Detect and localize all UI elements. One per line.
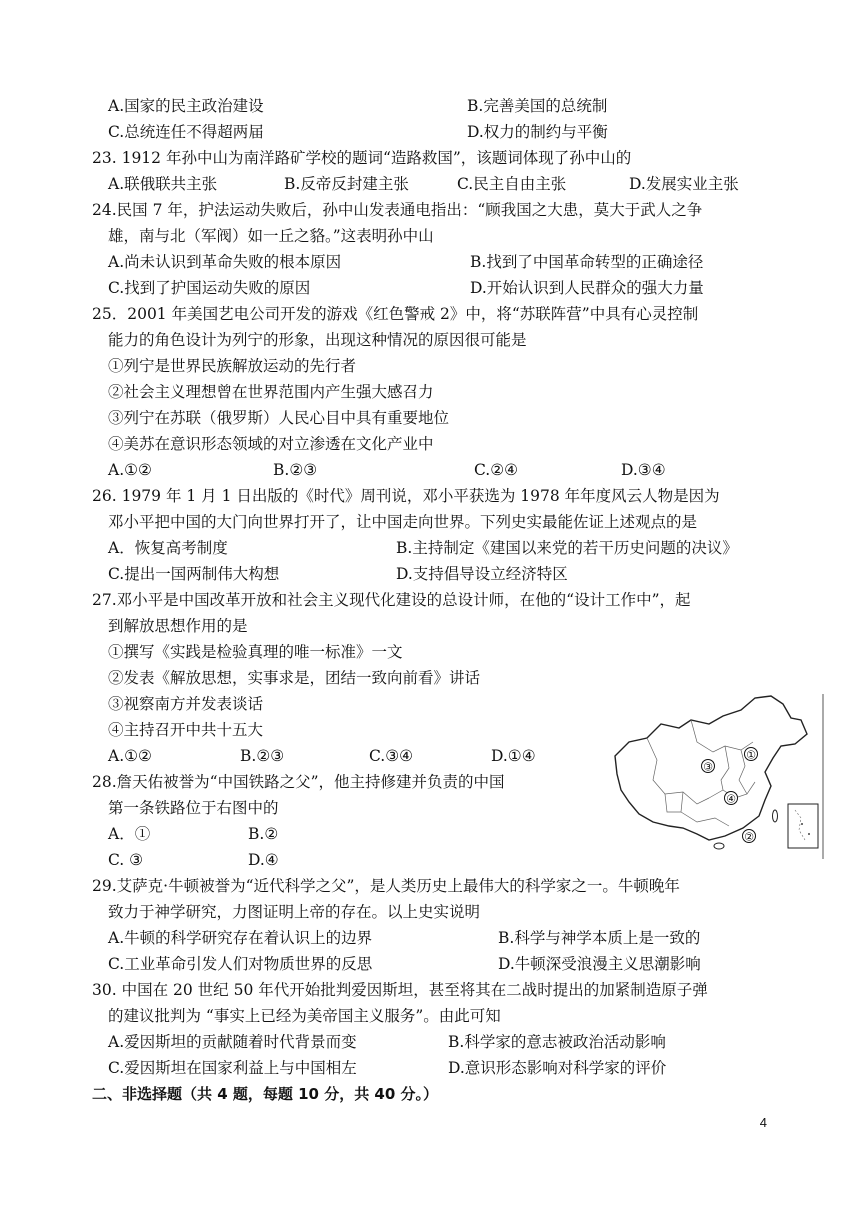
q24-stem-line1: 24.民国 7 年，护法运动失败后，孙中山发表通电指出：“顾我国之大患，莫大于武人之争 (92, 201, 703, 219)
q23-option-c: C.民主自由主张 (457, 175, 567, 193)
q29-option-c: C.工业革命引发人们对物质世界的反思 (108, 955, 373, 973)
china-map (605, 694, 830, 859)
q22-option-a: A.国家的民主政治建设 (108, 97, 264, 115)
q29-stem-line2: 致力于神学研究，力图证明上帝的存在。以上史实说明 (108, 903, 481, 921)
q24-option-a: A.尚未认识到革命失败的根本原因 (108, 253, 342, 271)
q26-stem-line2: 邓小平把中国的大门向世界打开了，让中国走向世界。下列史实最能佐证上述观点的是 (108, 513, 698, 531)
q24-option-b: B.找到了中国革命转型的正确途径 (470, 253, 704, 271)
q25-statement-2: ②社会主义理想曾在世界范围内产生强大感召力 (108, 383, 434, 401)
svg-text:③: ③ (703, 760, 713, 774)
q25-stem-line1: 25．2001 年美国艺电公司开发的游戏《红色警戒 2》中，将“苏联阵营”中具有心灵控制 (92, 305, 699, 323)
q30-option-b: B.科学家的意志被政治活动影响 (448, 1033, 666, 1051)
q22-option-c: C.总统连任不得超两届 (108, 123, 264, 141)
svg-text:②: ② (744, 830, 754, 844)
q22-option-b: B.完善美国的总统制 (467, 97, 608, 115)
q30-stem-line2: 的建议批判为 “事实上已经为美帝国主义服务”。由此可知 (108, 1007, 501, 1025)
q27-stem-line1: 27.邓小平是中国改革开放和社会主义现代化建设的总设计师，在他的“设计工作中”，起 (92, 591, 691, 609)
q27-option-b: B.②③ (240, 747, 285, 765)
q25-stem-line2: 能力的角色设计为列宁的形象，出现这种情况的原因很可能是 (108, 331, 527, 349)
q30-option-d: D.意识形态影响对科学家的评价 (448, 1059, 667, 1077)
q28-option-d: D.④ (248, 851, 279, 869)
q24-option-c: C.找到了护国运动失败的原因 (108, 279, 311, 297)
map-marker-1 (745, 748, 758, 762)
q23-option-d: D.发展实业主张 (629, 175, 739, 193)
q23-option-b: B.反帝反封建主张 (284, 175, 409, 193)
q27-stem-line2: 到解放思想作用的是 (108, 617, 248, 635)
q29-option-d: D.牛顿深受浪漫主义思潮影响 (498, 955, 701, 973)
q29-stem-line1: 29.艾萨克·牛顿被誉为“近代科学之父”，是人类历史上最伟大的科学家之一。牛顿晚年 (92, 877, 680, 895)
map-marker-3 (702, 760, 715, 774)
q29-option-a: A.牛顿的科学研究存在着认识上的边界 (108, 929, 373, 947)
section-heading-non-choice: 二、非选择题（共 4 题，每题 10 分，共 40 分。） (92, 1085, 439, 1103)
q25-statement-1: ①列宁是世界民族解放运动的先行者 (108, 357, 357, 375)
q28-option-c: C. ③ (108, 851, 144, 869)
q28-stem-line2: 第一条铁路位于右图中的 (108, 799, 279, 817)
q27-option-c: C.③④ (369, 747, 414, 765)
q30-option-c: C.爱因斯坦在国家利益上与中国相左 (108, 1059, 357, 1077)
q27-option-d: D.①④ (491, 747, 536, 765)
q22-option-d: D.权力的制约与平衡 (467, 123, 608, 141)
map-marker-4 (725, 792, 738, 806)
page-number: 4 (759, 1115, 767, 1130)
q27-option-a: A.①② (108, 747, 152, 765)
q26-option-d: D.支持倡导设立经济特区 (396, 565, 568, 583)
q25-statement-3: ③列宁在苏联（俄罗斯）人民心目中具有重要地位 (108, 409, 450, 427)
q23-stem: 23. 1912 年孙中山为南洋路矿学校的题词“造路救国”，该题词体现了孙中山的 (92, 149, 632, 167)
q28-stem-line1: 28.詹天佑被誉为“中国铁路之父”，他主持修建并负责的中国 (92, 773, 505, 791)
q27-statement-1: ①撰写《实践是检验真理的唯一标准》一文 (108, 643, 403, 661)
q23-option-a: A.联俄联共主张 (108, 175, 218, 193)
q30-option-a: A.爱因斯坦的贡献随着时代背景而变 (108, 1033, 357, 1051)
q26-option-b: B.主持制定《建国以来党的若干历史问题的决议》 (396, 539, 738, 557)
q25-option-c: C.②④ (474, 461, 519, 479)
q28-option-a: A．① (108, 825, 151, 843)
q27-statement-4: ④主持召开中共十五大 (108, 721, 264, 739)
q27-statement-2: ②发表《解放思想，实事求是，团结一致向前看》讲话 (108, 669, 481, 687)
svg-text:①: ① (746, 748, 756, 762)
q24-option-d: D.开始认识到人民群众的强大力量 (470, 279, 704, 297)
q24-stem-line2: 雄，南与北（军阀）如一丘之貉。”这表明孙中山 (108, 227, 434, 245)
q25-option-b: B.②③ (273, 461, 318, 479)
q27-statement-3: ③视察南方并发表谈话 (108, 695, 264, 713)
q29-option-b: B.科学与神学本质上是一致的 (498, 929, 701, 947)
q25-statement-4: ④美苏在意识形态领域的对立渗透在文化产业中 (108, 435, 434, 453)
q26-option-a: A．恢复高考制度 (108, 539, 228, 557)
map-marker-2 (743, 830, 756, 844)
q26-stem-line1: 26. 1979 年 1 月 1 日出版的《时代》周刊说，邓小平获选为 1978 年年度风云人物是因为 (92, 487, 720, 505)
q28-option-b: B.② (248, 825, 279, 843)
svg-text:④: ④ (726, 792, 736, 806)
q25-option-d: D.③④ (621, 461, 666, 479)
q26-option-c: C.提出一国两制伟大构想 (108, 565, 280, 583)
q25-option-a: A.①② (108, 461, 152, 479)
q30-stem-line1: 30. 中国在 20 世纪 50 年代开始批判爱因斯坦，甚至将其在二战时提出的加紧制造原子弹 (92, 981, 708, 999)
